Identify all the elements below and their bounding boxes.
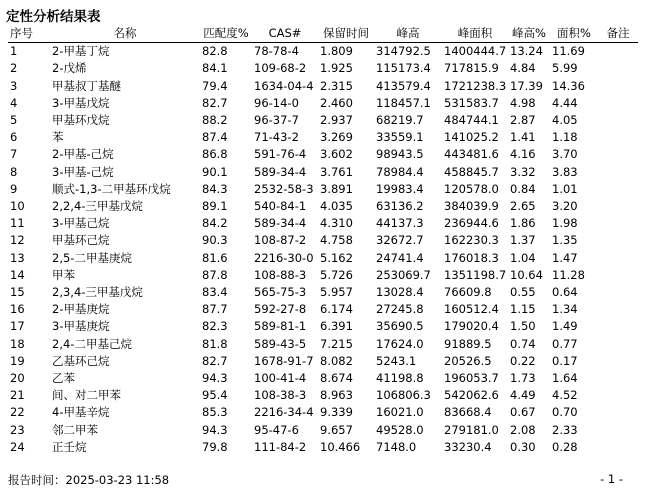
cell-height-pct: 2.08 [510, 422, 536, 437]
cell-peak-height: 115173.4 [376, 61, 431, 76]
cell-peak-height: 63136.2 [376, 199, 424, 214]
col-header-peak-height: 峰高 [396, 26, 420, 40]
cell-height-pct: 1.86 [510, 216, 536, 231]
cell-peak-height: 33559.1 [376, 130, 424, 145]
cell-height-pct: 1.04 [510, 250, 536, 265]
cell-compound-name: 正壬烷 [52, 439, 87, 454]
cell-peak-height: 5243.1 [376, 353, 417, 368]
table-row [8, 387, 638, 404]
cell-peak-height: 17624.0 [376, 336, 424, 351]
cell-no: 20 [10, 371, 25, 386]
cell-cas: 108-88-3 [254, 267, 307, 282]
cell-remark [598, 301, 638, 318]
cell-compound-name: 3-甲基-己烷 [52, 164, 114, 179]
col-header-cas: CAS# [268, 26, 302, 40]
cell-remark [598, 387, 638, 404]
table-row [8, 129, 638, 146]
cell-remark [598, 78, 638, 95]
cell-cas: 96-14-0 [254, 95, 299, 110]
cell-retention-time: 8.963 [320, 388, 353, 403]
cell-retention-time: 8.082 [320, 353, 353, 368]
cell-retention-time: 2.460 [320, 95, 353, 110]
cell-remark [598, 370, 638, 387]
cell-peak-area: 176018.3 [444, 250, 499, 265]
cell-compound-name: 顺式-1,3-二甲基环戊烷 [52, 181, 171, 196]
cell-no: 23 [10, 422, 25, 437]
cell-height-pct: 3.32 [510, 164, 536, 179]
page-number: - 1 - [600, 472, 623, 486]
cell-match: 87.4 [202, 130, 228, 145]
cell-peak-area: 76609.8 [444, 285, 492, 300]
cell-height-pct: 1.37 [510, 233, 536, 248]
cell-remark [598, 43, 638, 61]
cell-match: 87.7 [202, 302, 228, 317]
cell-retention-time: 4.758 [320, 233, 353, 248]
cell-cas: 589-34-4 [254, 216, 307, 231]
cell-match: 81.6 [202, 250, 228, 265]
cell-match: 90.1 [202, 164, 228, 179]
cell-no: 8 [10, 164, 18, 179]
cell-match: 83.4 [202, 285, 228, 300]
cell-height-pct: 1.41 [510, 130, 536, 145]
table-row [8, 353, 638, 370]
cell-retention-time: 2.315 [320, 78, 353, 93]
cell-remark [598, 232, 638, 249]
cell-peak-height: 98943.5 [376, 147, 424, 162]
cell-remark [598, 353, 638, 370]
table-row [8, 164, 638, 181]
cell-height-pct: 0.22 [510, 353, 536, 368]
cell-height-pct: 1.15 [510, 302, 536, 317]
col-header-peak-area: 峰面积 [457, 26, 493, 40]
cell-remark [598, 404, 638, 421]
cell-match: 82.7 [202, 95, 228, 110]
cell-remark [598, 284, 638, 301]
cell-area-pct: 0.64 [552, 285, 578, 300]
cell-no: 1 [10, 44, 18, 59]
cell-area-pct: 3.20 [552, 199, 578, 214]
cell-compound-name: 2,5-二甲基庚烷 [52, 250, 132, 265]
table-row [8, 215, 638, 232]
cell-area-pct: 5.99 [552, 61, 578, 76]
cell-height-pct: 10.64 [510, 267, 543, 282]
table-row [8, 198, 638, 215]
cell-no: 19 [10, 353, 25, 368]
cell-no: 7 [10, 147, 18, 162]
cell-compound-name: 2-甲基庚烷 [52, 302, 110, 317]
cell-remark [598, 146, 638, 163]
cell-cas: 108-87-2 [254, 233, 307, 248]
cell-cas: 592-27-8 [254, 302, 307, 317]
cell-cas: 100-41-4 [254, 371, 307, 386]
table-row [8, 250, 638, 267]
cell-peak-height: 68219.7 [376, 113, 424, 128]
cell-height-pct: 0.55 [510, 285, 536, 300]
cell-retention-time: 5.162 [320, 250, 353, 265]
cell-height-pct: 2.65 [510, 199, 536, 214]
table-row [8, 370, 638, 387]
cell-cas: 71-43-2 [254, 130, 299, 145]
cell-retention-time: 4.035 [320, 199, 353, 214]
cell-no: 6 [10, 130, 18, 145]
cell-retention-time: 3.269 [320, 130, 353, 145]
cell-area-pct: 1.18 [552, 130, 578, 145]
cell-cas: 96-37-7 [254, 113, 299, 128]
cell-retention-time: 6.391 [320, 319, 353, 334]
cell-remark [598, 60, 638, 77]
cell-no: 12 [10, 233, 25, 248]
cell-retention-time: 1.925 [320, 61, 353, 76]
cell-area-pct: 0.70 [552, 405, 578, 420]
cell-compound-name: 甲基环己烷 [52, 233, 110, 248]
cell-peak-height: 49528.0 [376, 422, 424, 437]
cell-cas: 2216-34-4 [254, 405, 314, 420]
cell-no: 5 [10, 113, 18, 128]
col-header-retention-time: 保留时间 [323, 26, 369, 40]
cell-area-pct: 14.36 [552, 78, 585, 93]
cell-match: 81.8 [202, 336, 228, 351]
col-header-name: 名称 [113, 26, 137, 40]
cell-area-pct: 4.44 [552, 95, 578, 110]
cell-peak-area: 279181.0 [444, 422, 499, 437]
table-row [8, 318, 638, 335]
cell-cas: 565-75-3 [254, 285, 307, 300]
cell-area-pct: 3.70 [552, 147, 578, 162]
cell-peak-area: 91889.5 [444, 336, 492, 351]
cell-match: 95.4 [202, 388, 228, 403]
cell-height-pct: 4.16 [510, 147, 536, 162]
results-table [8, 25, 638, 456]
cell-peak-area: 717815.9 [444, 61, 499, 76]
cell-remark [598, 95, 638, 112]
cell-compound-name: 3-甲基戊烷 [52, 95, 110, 110]
cell-retention-time: 1.809 [320, 44, 353, 59]
cell-height-pct: 4.49 [510, 388, 536, 403]
cell-cas: 1678-91-7 [254, 353, 314, 368]
cell-peak-height: 118457.1 [376, 95, 431, 110]
cell-retention-time: 3.891 [320, 181, 353, 196]
cell-match: 84.3 [202, 181, 228, 196]
cell-retention-time: 6.174 [320, 302, 353, 317]
cell-retention-time: 3.761 [320, 164, 353, 179]
cell-no: 3 [10, 78, 18, 93]
table-row [8, 112, 638, 129]
cell-peak-area: 458845.7 [444, 164, 499, 179]
table-row [8, 301, 638, 318]
cell-match: 82.3 [202, 319, 228, 334]
cell-cas: 95-47-6 [254, 422, 299, 437]
cell-compound-name: 苯 [52, 130, 64, 145]
cell-cas: 108-38-3 [254, 388, 307, 403]
cell-height-pct: 1.73 [510, 371, 536, 386]
table-row [8, 284, 638, 301]
col-header-match: 匹配度% [203, 26, 249, 40]
cell-peak-height: 19983.4 [376, 181, 424, 196]
cell-match: 94.3 [202, 422, 228, 437]
cell-height-pct: 4.98 [510, 95, 536, 110]
cell-peak-area: 384039.9 [444, 199, 499, 214]
cell-compound-name: 间、对二甲苯 [52, 388, 121, 403]
cell-match: 84.2 [202, 216, 228, 231]
cell-match: 82.8 [202, 44, 228, 59]
cell-area-pct: 1.01 [552, 181, 578, 196]
col-header-area-pct: 面积% [557, 26, 591, 40]
table-row [8, 181, 638, 198]
cell-peak-area: 484744.1 [444, 113, 499, 128]
cell-peak-height: 413579.4 [376, 78, 431, 93]
cell-peak-height: 253069.7 [376, 267, 431, 282]
cell-peak-height: 24741.4 [376, 250, 424, 265]
col-header-remark: 备注 [606, 26, 630, 40]
cell-match: 90.3 [202, 233, 228, 248]
cell-retention-time: 8.674 [320, 371, 353, 386]
cell-compound-name: 3-甲基己烷 [52, 216, 110, 231]
cell-area-pct: 4.05 [552, 113, 578, 128]
cell-peak-height: 32672.7 [376, 233, 424, 248]
cell-match: 88.2 [202, 113, 228, 128]
cell-match: 86.8 [202, 147, 228, 162]
cell-cas: 78-78-4 [254, 44, 299, 59]
cell-remark [598, 181, 638, 198]
cell-no: 14 [10, 267, 25, 282]
cell-peak-area: 443481.6 [444, 147, 499, 162]
cell-remark [598, 336, 638, 353]
cell-no: 24 [10, 439, 25, 454]
cell-area-pct: 1.49 [552, 319, 578, 334]
cell-compound-name: 乙苯 [52, 371, 75, 386]
cell-cas: 109-68-2 [254, 61, 307, 76]
table-row [8, 336, 638, 353]
cell-match: 82.7 [202, 353, 228, 368]
cell-peak-area: 531583.7 [444, 95, 499, 110]
cell-peak-height: 44137.3 [376, 216, 424, 231]
cell-cas: 591-76-4 [254, 147, 307, 162]
cell-no: 9 [10, 181, 18, 196]
cell-area-pct: 1.64 [552, 371, 578, 386]
cell-retention-time: 5.957 [320, 285, 353, 300]
table-row [8, 267, 638, 284]
cell-peak-area: 160512.4 [444, 302, 499, 317]
cell-no: 13 [10, 250, 25, 265]
cell-retention-time: 3.602 [320, 147, 353, 162]
cell-cas: 589-81-1 [254, 319, 307, 334]
cell-cas: 540-84-1 [254, 199, 307, 214]
cell-height-pct: 0.67 [510, 405, 536, 420]
cell-area-pct: 3.83 [552, 164, 578, 179]
cell-cas: 1634-04-4 [254, 78, 314, 93]
cell-compound-name: 2-甲基丁烷 [52, 44, 110, 59]
cell-compound-name: 甲苯 [52, 267, 75, 282]
cell-no: 2 [10, 61, 18, 76]
cell-peak-area: 120578.0 [444, 181, 499, 196]
cell-compound-name: 4-甲基辛烷 [52, 405, 110, 420]
cell-retention-time: 4.310 [320, 216, 353, 231]
cell-retention-time: 9.339 [320, 405, 353, 420]
cell-no: 22 [10, 405, 25, 420]
cell-peak-area: 141025.2 [444, 130, 499, 145]
cell-remark [598, 215, 638, 232]
table-row [8, 60, 638, 77]
cell-no: 18 [10, 336, 25, 351]
cell-height-pct: 1.50 [510, 319, 536, 334]
cell-peak-area: 179020.4 [444, 319, 499, 334]
cell-remark [598, 250, 638, 267]
cell-peak-height: 35690.5 [376, 319, 424, 334]
cell-peak-area: 162230.3 [444, 233, 499, 248]
col-header-no: 序号 [10, 26, 33, 40]
cell-cas: 589-43-5 [254, 336, 307, 351]
cell-remark [598, 112, 638, 129]
cell-compound-name: 2-戊烯 [52, 61, 87, 76]
cell-match: 79.8 [202, 439, 228, 454]
cell-remark [598, 318, 638, 335]
cell-compound-name: 乙基环己烷 [52, 353, 110, 368]
cell-no: 21 [10, 388, 25, 403]
cell-remark [598, 439, 638, 456]
cell-peak-area: 236944.6 [444, 216, 499, 231]
report-time: 报告时间：2025-03-23 11:58 [8, 473, 170, 487]
cell-area-pct: 0.77 [552, 336, 578, 351]
cell-height-pct: 13.24 [510, 44, 543, 59]
cell-area-pct: 1.35 [552, 233, 578, 248]
cell-no: 4 [10, 95, 18, 110]
table-row [8, 422, 638, 439]
table-row [8, 439, 638, 456]
cell-peak-area: 1400444.7 [444, 44, 507, 59]
cell-area-pct: 2.33 [552, 422, 578, 437]
cell-compound-name: 甲基叔丁基醚 [52, 78, 121, 93]
cell-match: 79.4 [202, 78, 228, 93]
cell-retention-time: 7.215 [320, 336, 353, 351]
report-title: 定性分析结果表 [6, 9, 101, 25]
cell-no: 16 [10, 302, 25, 317]
cell-height-pct: 17.39 [510, 78, 543, 93]
cell-remark [598, 267, 638, 284]
col-header-height-pct: 峰高% [512, 26, 546, 40]
cell-area-pct: 1.98 [552, 216, 578, 231]
cell-height-pct: 0.84 [510, 181, 536, 196]
table-body [8, 43, 638, 456]
cell-compound-name: 2,3,4-三甲基戊烷 [52, 285, 143, 300]
cell-height-pct: 0.74 [510, 336, 536, 351]
cell-remark [598, 422, 638, 439]
cell-area-pct: 1.47 [552, 250, 578, 265]
cell-peak-area: 196053.7 [444, 371, 499, 386]
cell-peak-area: 1721238.3 [444, 78, 507, 93]
cell-area-pct: 0.28 [552, 439, 578, 454]
cell-peak-height: 16021.0 [376, 405, 424, 420]
cell-height-pct: 0.30 [510, 439, 536, 454]
cell-area-pct: 4.52 [552, 388, 578, 403]
cell-peak-area: 20526.5 [444, 353, 492, 368]
cell-compound-name: 甲基环戊烷 [52, 113, 110, 128]
cell-peak-area: 83668.4 [444, 405, 492, 420]
cell-peak-height: 27245.8 [376, 302, 424, 317]
cell-no: 15 [10, 285, 25, 300]
cell-peak-height: 13028.4 [376, 285, 424, 300]
cell-no: 11 [10, 216, 25, 231]
table-header-row [8, 25, 638, 43]
cell-cas: 589-34-4 [254, 164, 307, 179]
cell-match: 94.3 [202, 371, 228, 386]
cell-peak-area: 542062.6 [444, 388, 499, 403]
cell-remark [598, 164, 638, 181]
cell-peak-height: 78984.4 [376, 164, 424, 179]
cell-retention-time: 5.726 [320, 267, 353, 282]
cell-retention-time: 9.657 [320, 422, 353, 437]
cell-height-pct: 2.87 [510, 113, 536, 128]
cell-compound-name: 2,4-二甲基己烷 [52, 336, 132, 351]
cell-cas: 2216-30-0 [254, 250, 314, 265]
cell-peak-area: 33230.4 [444, 439, 492, 454]
cell-compound-name: 2-甲基-己烷 [52, 147, 114, 162]
cell-peak-height: 41198.8 [376, 371, 424, 386]
cell-compound-name: 邻二甲苯 [52, 422, 98, 437]
cell-area-pct: 11.28 [552, 267, 585, 282]
cell-area-pct: 11.69 [552, 44, 585, 59]
cell-peak-area: 1351198.7 [444, 267, 507, 282]
cell-remark [598, 198, 638, 215]
table-row [8, 146, 638, 163]
cell-cas: 111-84-2 [254, 439, 307, 454]
cell-no: 10 [10, 199, 25, 214]
cell-remark [598, 129, 638, 146]
cell-match: 89.1 [202, 199, 228, 214]
table-row [8, 78, 638, 95]
cell-peak-height: 106806.3 [376, 388, 431, 403]
cell-compound-name: 3-甲基庚烷 [52, 319, 110, 334]
cell-match: 85.3 [202, 405, 228, 420]
cell-height-pct: 4.84 [510, 61, 536, 76]
cell-match: 87.8 [202, 267, 228, 282]
table-row [8, 95, 638, 112]
cell-peak-height: 314792.5 [376, 44, 431, 59]
cell-no: 17 [10, 319, 25, 334]
cell-match: 84.1 [202, 61, 228, 76]
cell-retention-time: 2.937 [320, 113, 353, 128]
cell-peak-height: 7148.0 [376, 439, 417, 454]
table-row [8, 404, 638, 421]
cell-retention-time: 10.466 [320, 439, 361, 454]
table-row [8, 232, 638, 249]
table-row [8, 43, 638, 61]
cell-area-pct: 1.34 [552, 302, 578, 317]
cell-compound-name: 2,2,4-三甲基戊烷 [52, 199, 143, 214]
cell-area-pct: 0.17 [552, 353, 578, 368]
cell-cas: 2532-58-3 [254, 181, 314, 196]
